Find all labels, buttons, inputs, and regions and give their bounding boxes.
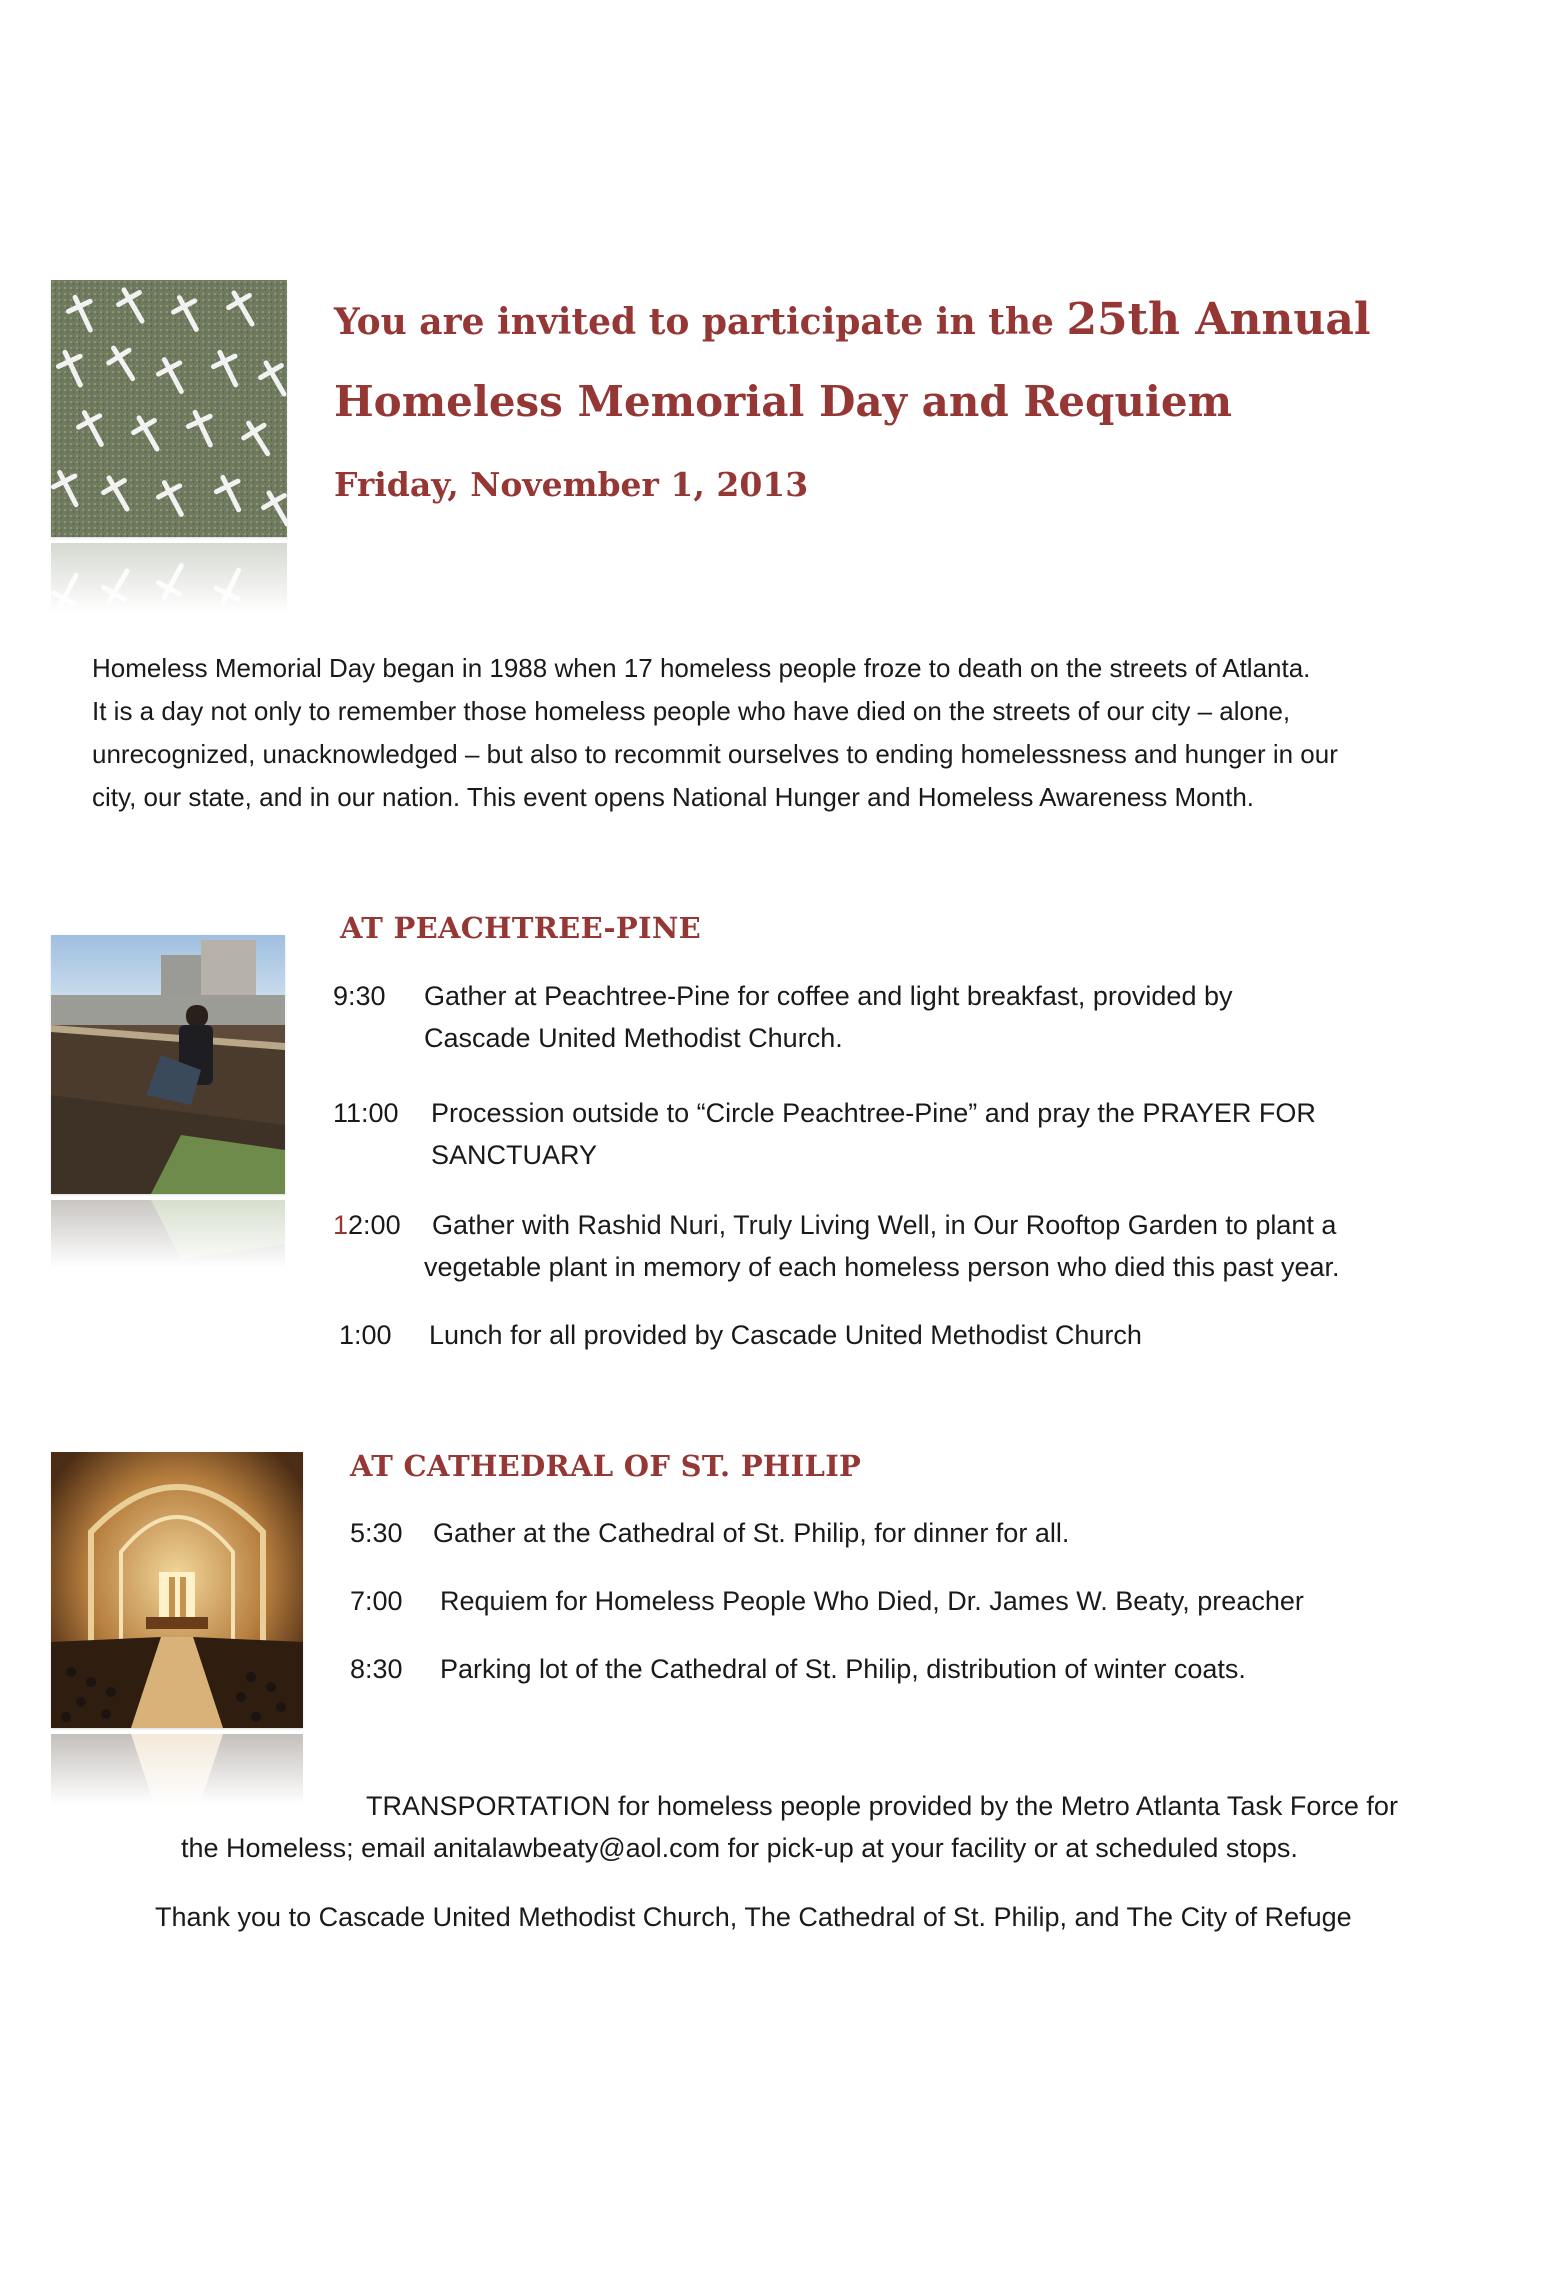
intro-line: It is a day not only to remember those homeless people who have died on the streets of our city – alone, bbox=[92, 696, 1291, 726]
schedule-time: 7:00 bbox=[350, 1586, 403, 1616]
schedule-item bbox=[424, 1204, 1340, 1288]
anniversary-label: 25th Annual bbox=[1066, 294, 1371, 345]
intro-paragraph bbox=[92, 647, 1338, 819]
schedule-text: Parking lot of the Cathedral of St. Philip, distribution of winter coats. bbox=[440, 1654, 1246, 1684]
schedule-time: 11:00 bbox=[333, 1098, 399, 1128]
schedule-text: Gather at Peachtree-Pine for coffee and light breakfast, provided by bbox=[424, 981, 1233, 1011]
schedule-item bbox=[424, 975, 1232, 1059]
schedule-time: 5:30 bbox=[350, 1518, 403, 1548]
schedule-text: Lunch for all provided by Cascade United Methodist Church bbox=[429, 1320, 1142, 1350]
schedule-time bbox=[333, 1204, 401, 1246]
crosses-photo bbox=[51, 280, 287, 620]
schedule-time-accent: 1 bbox=[333, 1210, 349, 1240]
schedule-text: SANCTUARY bbox=[431, 1140, 598, 1170]
schedule-text: Procession outside to “Circle Peachtree-Pine” and pray the PRAYER FOR bbox=[431, 1098, 1316, 1128]
thanks-note: Thank you to Cascade United Methodist Church, The Cathedral of St. Philip, and The City of Refuge bbox=[155, 1902, 1352, 1932]
section-heading-cathedral: AT CATHEDRAL OF ST. PHILIP bbox=[350, 1449, 862, 1483]
event-date: Friday, November 1, 2013 bbox=[334, 465, 809, 504]
intro-line: unrecognized, unacknowledged – but also to recommit ourselves to ending homelessness and hunger in our bbox=[92, 739, 1338, 769]
schedule-text: Requiem for Homeless People Who Died, Dr. James W. Beaty, preacher bbox=[440, 1586, 1304, 1616]
schedule-text: Cascade United Methodist Church. bbox=[424, 1023, 843, 1053]
schedule-time: 1:00 bbox=[339, 1320, 392, 1350]
schedule-text: Gather with Rashid Nuri, Truly Living Well, in Our Rooftop Garden to plant a bbox=[432, 1210, 1337, 1240]
invitation-line bbox=[334, 294, 1371, 345]
cathedral-interior-photo bbox=[51, 1452, 303, 1812]
event-title: Homeless Memorial Day and Requiem bbox=[334, 377, 1233, 426]
schedule-time: 8:30 bbox=[350, 1654, 403, 1684]
transportation-note-line2: the Homeless; email anitalawbeaty@aol.com for pick-up at your facility or at scheduled stops. bbox=[181, 1833, 1298, 1863]
intro-line: Homeless Memorial Day began in 1988 when 17 homeless people froze to death on the streets of Atlanta. bbox=[92, 653, 1311, 683]
section-heading-peachtree: AT PEACHTREE-PINE bbox=[340, 911, 702, 945]
intro-line: city, our state, and in our nation. This event opens National Hunger and Homeless Awareness Month. bbox=[92, 782, 1255, 812]
schedule-item bbox=[431, 1092, 1316, 1176]
schedule-time-rest: 2:00 bbox=[348, 1210, 401, 1240]
schedule-text: Gather at the Cathedral of St. Philip, for dinner for all. bbox=[433, 1518, 1070, 1548]
rooftop-garden-photo bbox=[51, 935, 285, 1275]
invitation-prefix: You are invited to participate in the bbox=[334, 301, 1067, 343]
schedule-time: 9:30 bbox=[333, 981, 386, 1011]
schedule-text: vegetable plant in memory of each homeless person who died this past year. bbox=[424, 1252, 1340, 1282]
transportation-note-line1: TRANSPORTATION for homeless people provided by the Metro Atlanta Task Force for bbox=[366, 1791, 1398, 1821]
